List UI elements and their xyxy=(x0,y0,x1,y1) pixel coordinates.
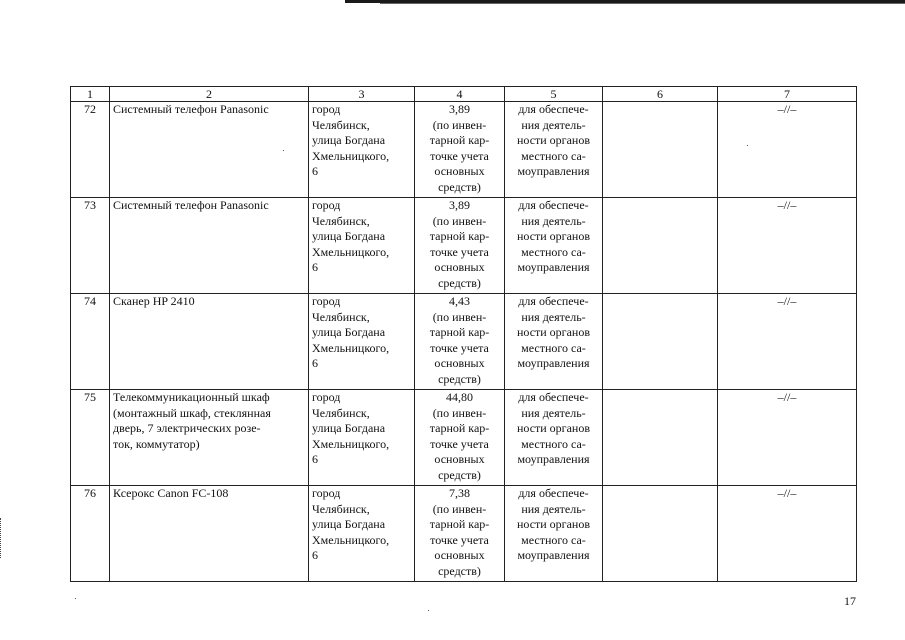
margin-scan-mark xyxy=(0,518,3,558)
item-col6 xyxy=(603,102,718,198)
item-purpose: для обеспече- ния деятель- ности органов местного са- моуправления xyxy=(505,486,603,582)
row-number: 75 xyxy=(71,390,110,486)
item-cost: 3,89 (по инвен- тарной кар- точке учета основных средств) xyxy=(415,102,505,198)
scan-speck xyxy=(75,598,76,599)
item-location: город Челябинск, улица Богдана Хмельницкого, 6 xyxy=(309,294,415,390)
column-header: 1 xyxy=(71,87,110,102)
item-name: Сканер HP 2410 xyxy=(110,294,309,390)
item-ditto: –//– xyxy=(718,102,857,198)
row-number: 72 xyxy=(71,102,110,198)
item-purpose: для обеспече- ния деятель- ности органов местного са- моуправления xyxy=(505,198,603,294)
item-col6 xyxy=(603,486,718,582)
item-purpose: для обеспече- ния деятель- ности органов местного са- моуправления xyxy=(505,294,603,390)
item-location: город Челябинск, улица Богдана Хмельницкого, 6 xyxy=(309,486,415,582)
item-name: Ксерокс Canon FC-108 xyxy=(110,486,309,582)
table-row xyxy=(71,390,857,486)
item-purpose: для обеспече- ния деятель- ности органов местного са- моуправления xyxy=(505,102,603,198)
table-row xyxy=(71,486,857,582)
table-row xyxy=(71,198,857,294)
item-cost: 7,38 (по инвен- тарной кар- точке учета основных средств) xyxy=(415,486,505,582)
scan-speck xyxy=(428,610,429,611)
item-name: Системный телефон Panasonic xyxy=(110,102,309,198)
item-ditto: –//– xyxy=(718,294,857,390)
column-header: 3 xyxy=(309,87,415,102)
item-cost: 44,80 (по инвен- тарной кар- точке учета основных средств) xyxy=(415,390,505,486)
item-ditto: –//– xyxy=(718,390,857,486)
row-number: 76 xyxy=(71,486,110,582)
item-col6 xyxy=(603,294,718,390)
scan-edge-line-secondary xyxy=(380,3,905,4)
page-number: 17 xyxy=(844,594,856,608)
item-purpose: для обеспече- ния деятель- ности органов местного са- моуправления xyxy=(505,390,603,486)
item-ditto: –//– xyxy=(718,198,857,294)
item-location: город Челябинск, улица Богдана Хмельницкого, 6 xyxy=(309,102,415,198)
item-location: город Челябинск, улица Богдана Хмельницкого, 6 xyxy=(309,390,415,486)
item-name: Системный телефон Panasonic xyxy=(110,198,309,294)
property-table xyxy=(70,86,857,582)
column-header: 6 xyxy=(603,87,718,102)
item-location: город Челябинск, улица Богдана Хмельницкого, 6 xyxy=(309,198,415,294)
table-row xyxy=(71,294,857,390)
row-number: 74 xyxy=(71,294,110,390)
column-number-row xyxy=(71,87,857,102)
item-col6 xyxy=(603,198,718,294)
item-cost: 4,43 (по инвен- тарной кар- точке учета основных средств) xyxy=(415,294,505,390)
item-cost: 3,89 (по инвен- тарной кар- точке учета основных средств) xyxy=(415,198,505,294)
item-ditto: –//– xyxy=(718,486,857,582)
item-col6 xyxy=(603,390,718,486)
column-header: 2 xyxy=(110,87,309,102)
column-header: 5 xyxy=(505,87,603,102)
item-name: Телекоммуникационный шкаф (монтажный шкаф, стеклянная дверь, 7 электрических розе- ток, коммутатор) xyxy=(110,390,309,486)
column-header: 4 xyxy=(415,87,505,102)
row-number: 73 xyxy=(71,198,110,294)
column-header: 7 xyxy=(718,87,857,102)
table-row xyxy=(71,102,857,198)
